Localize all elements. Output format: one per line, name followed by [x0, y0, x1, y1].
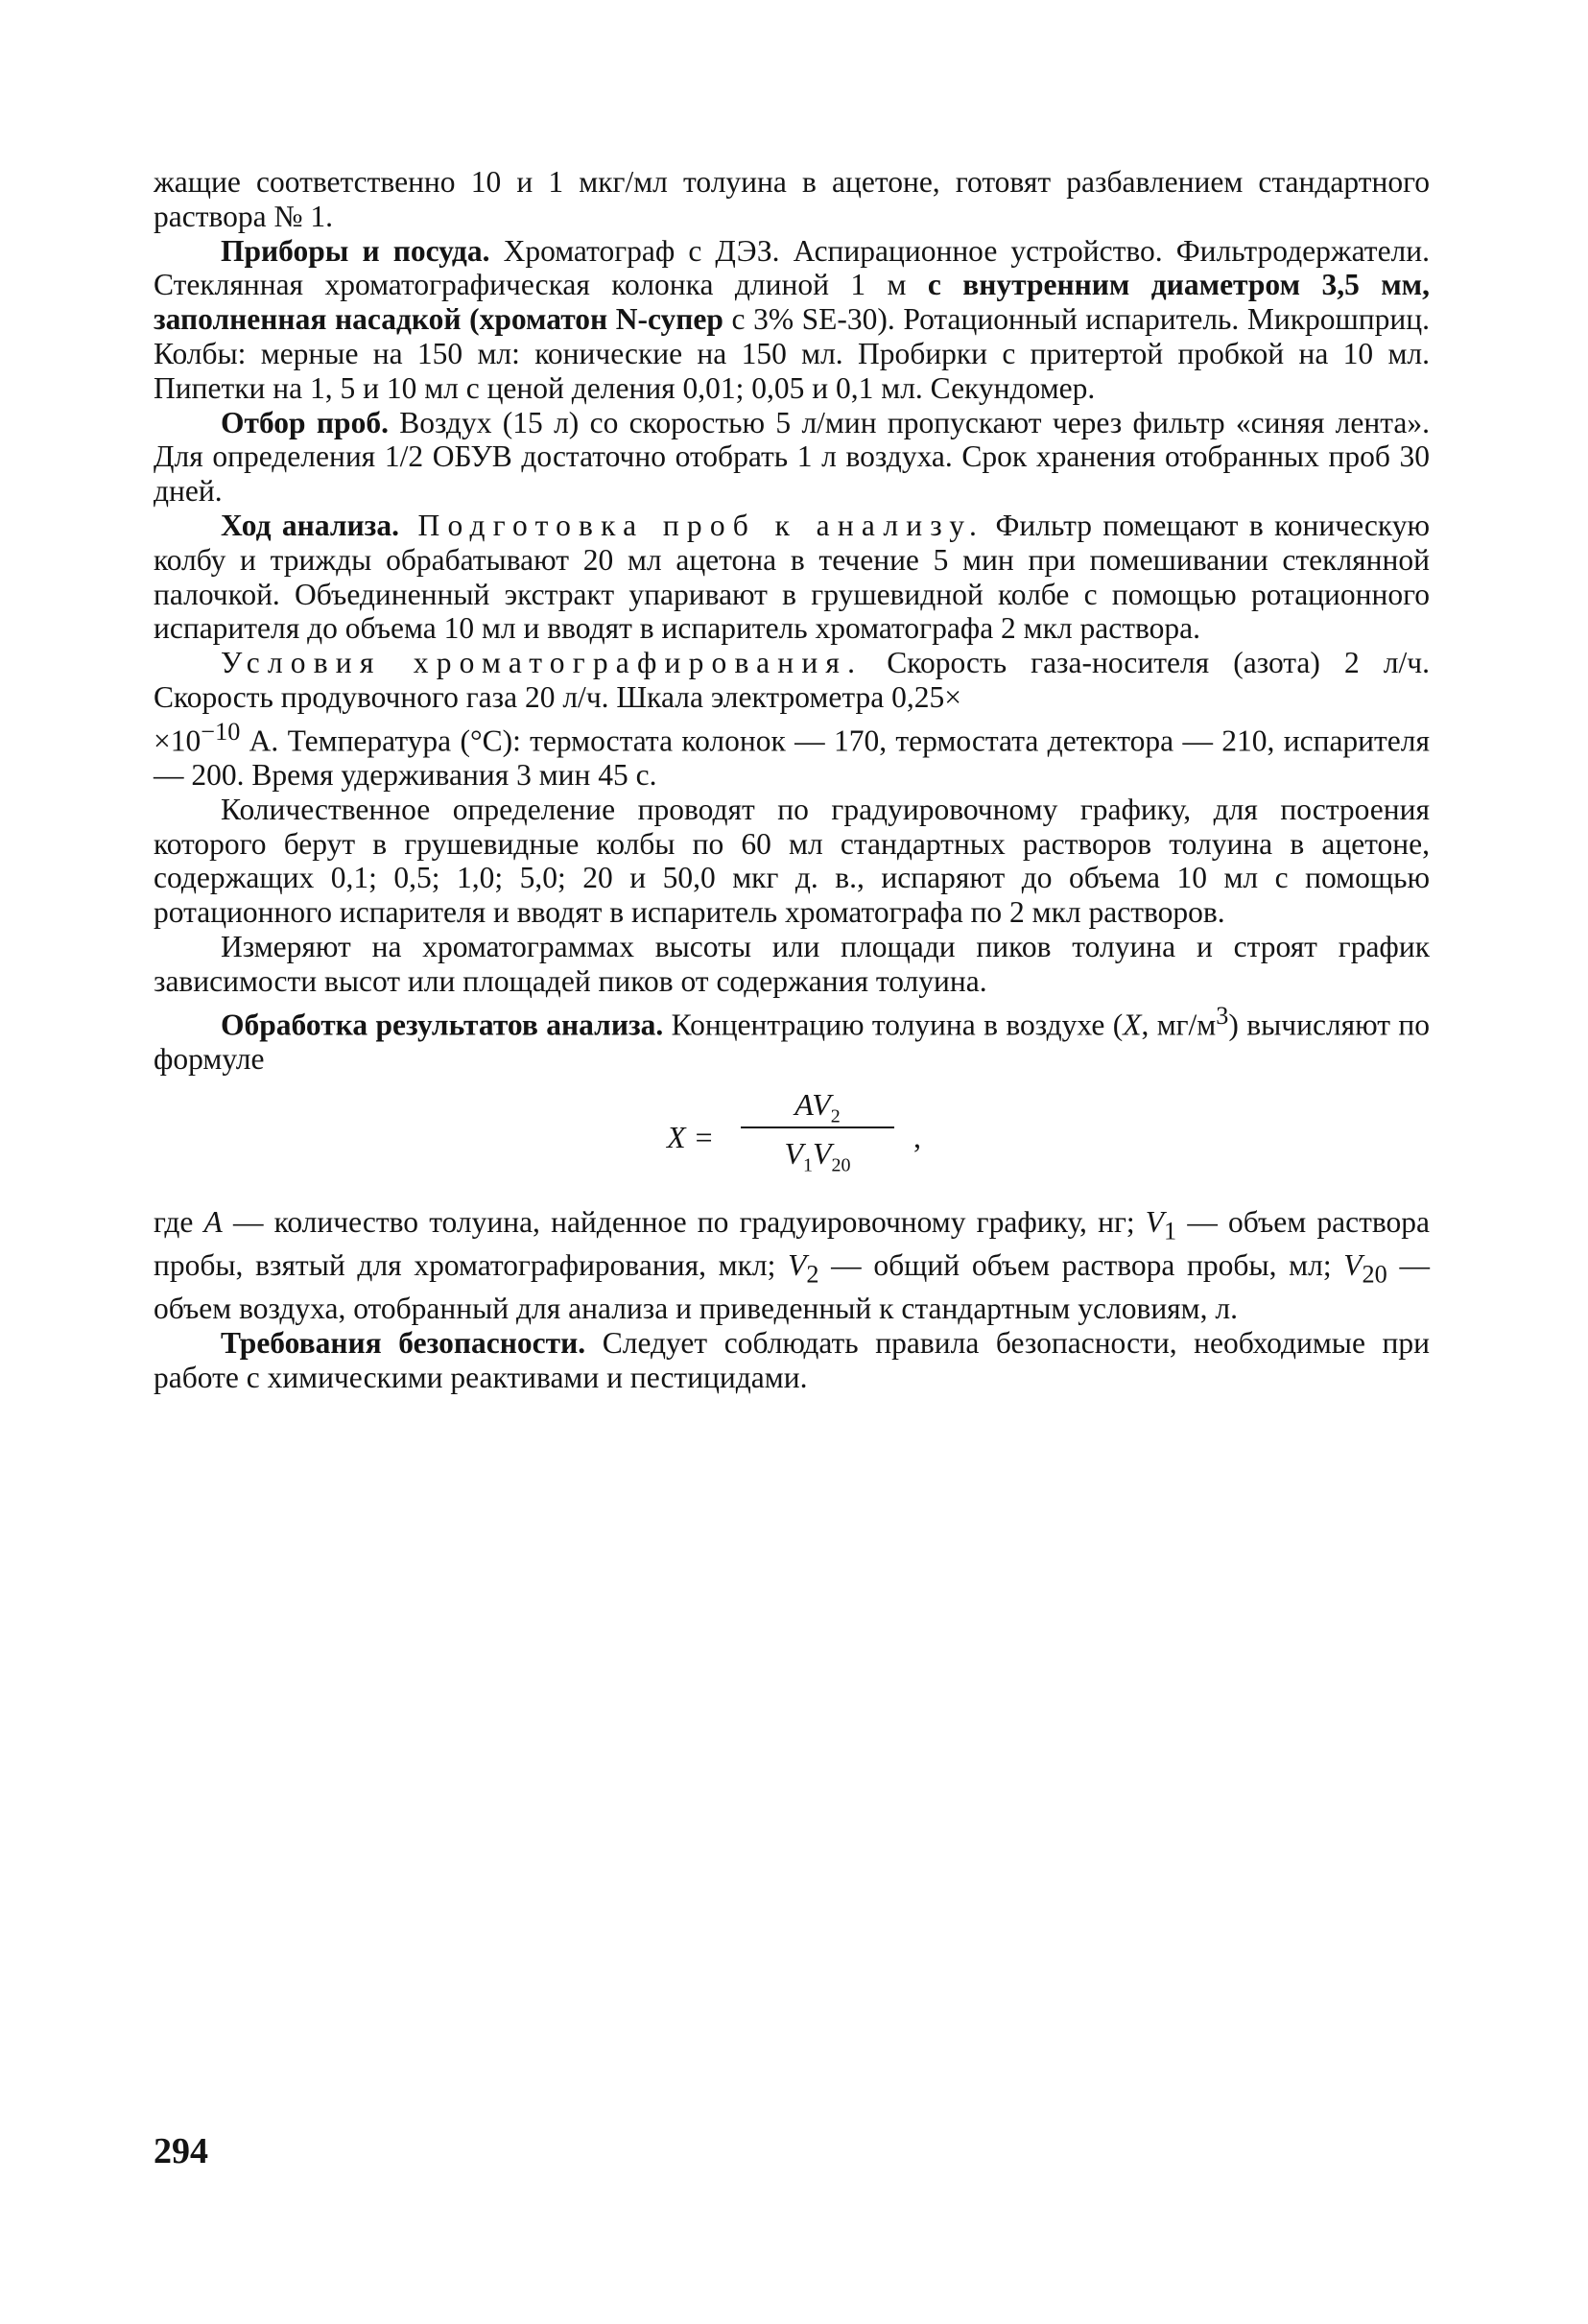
- conditions-text-a: Скорость газа-носителя (азота) 2 л/ч. Скорость продувочного газа 20 л/ч. Шкала электрометра 0,25×: [154, 646, 1430, 714]
- numerator-sub: 2: [830, 1105, 841, 1127]
- defs-var-v20-sub: 20: [1362, 1260, 1387, 1289]
- concentration-formula: [154, 1084, 1430, 1199]
- paragraph-quantification: [154, 793, 1430, 930]
- paragraph-sampling: [154, 406, 1430, 509]
- conditions-text-b: ×10: [154, 723, 201, 758]
- defs-var-v2-sub: 2: [806, 1260, 819, 1289]
- paragraph-safety: [154, 1326, 1430, 1395]
- defs-var-v1-sub: 1: [1164, 1217, 1177, 1245]
- defs-var-v1: V: [1145, 1204, 1165, 1239]
- formula-lhs: X =: [667, 1119, 715, 1154]
- sampling-fraction: 1/2: [384, 439, 424, 474]
- defs-t4: — общий объем раствора пробы, мл;: [818, 1247, 1344, 1282]
- defs-t3: — объем раствора пробы, взятый для хроматографирования, мкл;: [154, 1204, 1431, 1282]
- paragraph-variable-definitions: [154, 1205, 1430, 1326]
- conditions-exponent: −10: [201, 717, 241, 746]
- measurement-text: Измеряют на хроматограммах высоты или площади пиков толуина и строят график зависимости высот или площадей пиков от содержания толуина.: [154, 930, 1430, 998]
- defs-var-v2: V: [788, 1247, 807, 1282]
- fraction-bar: [741, 1126, 894, 1128]
- numerator-a: AV: [794, 1086, 831, 1122]
- section-heading-results: Обработка результатов анализа.: [221, 1008, 664, 1042]
- section-heading-sampling: Отбор проб.: [221, 405, 389, 439]
- denominator-b: V: [813, 1135, 832, 1171]
- defs-t5: — объем воздуха, отобранный для анализа и приведенный к стандартным условиям, л.: [154, 1247, 1431, 1325]
- quantification-text: Количественное определение проводят по градуировочному графику, для построения которого берут в грушевидные колбы по 60 мл стандартных растворов толуина в ацетоне, содержащих 0,1; 0,5; 1,0; 5,0; 20 и 50,0 мкг д. в., испаряют до объема 10 мл с помощью ротационного испарителя и вводят в испаритель хроматографа по 2 мкл растворов.: [154, 792, 1430, 930]
- paragraph-results: [154, 999, 1430, 1077]
- equipment-text-c: с 3% SE-30). Ротационный испаритель. Микрошприц. Колбы: мерные на 150 мл: конические на 150 мл. Пробирки с притертой пробкой на 10 мл. Пипетки на 1, 5 и 10 мл с ценой деления 0,01; 0,05 и 0,1 мл. Секундомер.: [154, 302, 1430, 405]
- defs-t2: — количество толуина, найденное по градуировочному графику, нг;: [222, 1204, 1146, 1239]
- section-heading-analysis: Ход анализа.: [221, 508, 399, 542]
- equipment-text-b: с внутренним диаметром 3,5 мм, заполненная насадкой (хроматон N-супер: [154, 268, 1431, 337]
- continuation-text: жащие соответственно 10 и 1 мкг/мл толуина в ацетоне, готовят разбавлением стандартного раствора № 1.: [154, 165, 1430, 233]
- paragraph-equipment: [154, 234, 1430, 406]
- paragraph-chromatography-conditions: [154, 646, 1430, 793]
- paragraph-measurement: [154, 930, 1430, 999]
- defs-var-v20: V: [1343, 1247, 1363, 1282]
- sampling-text-a: Воздух (15 л) со скоростью 5 л/мин пропускают через фильтр «синяя лента». Для определения: [154, 405, 1430, 474]
- conditions-text-c: А. Температура (°С): термостата колонок — 170, термостата детектора — 210, испарителя — 200. Время удерживания 3 мин 45 с.: [154, 723, 1430, 793]
- equipment-text-a: Хроматограф с ДЭЗ. Аспирационное устройство. Фильтродержатели. Стеклянная хроматографическая колонка длиной 1 м: [154, 233, 1430, 302]
- section-heading-safety: Требования безопасности.: [221, 1325, 586, 1360]
- results-text-b: , мг/м: [1141, 1008, 1217, 1042]
- results-text-a: Концентрацию толуина в воздухе (: [663, 1008, 1124, 1042]
- defs-t1: где: [154, 1204, 204, 1239]
- defs-var-a: A: [203, 1204, 223, 1239]
- denominator-sub1: 1: [803, 1154, 813, 1176]
- text-column: [154, 165, 1430, 1394]
- conditions-subheading-spaced: Условия хроматографирования.: [221, 646, 864, 680]
- results-variable-x: X: [1123, 1008, 1142, 1042]
- page-number: 294: [154, 2131, 208, 2171]
- sampling-text-b: ОБУВ достаточно отобрать 1 л воздуха. Срок хранения отобранных проб 30 дней.: [154, 439, 1430, 509]
- formula-denominator: [741, 1134, 894, 1176]
- results-superscript: 3: [1216, 1001, 1229, 1030]
- safety-text: Следует соблюдать правила безопасности, необходимые при работе с химическими реактивами и пестицидами.: [154, 1325, 1431, 1394]
- section-heading-equipment: Приборы и посуда.: [221, 233, 490, 268]
- analysis-text: Фильтр помещают в коническую колбу и трижды обрабатывают 20 мл ацетона в течение 5 мин при помешивании стеклянной палочкой. Объединенный экстракт упаривают в грушевидной колбе с помощью ротационного испарителя до объема 10 мл и вводят в испаритель хроматографа 2 мкл раствора.: [154, 508, 1430, 646]
- formula-numerator: [741, 1086, 894, 1127]
- denominator-sub2: 20: [831, 1154, 851, 1176]
- results-text-c: ) вычисляют по формуле: [154, 1008, 1430, 1076]
- analysis-subheading-spaced: Подготовка проб к анализу.: [398, 508, 985, 542]
- formula-fraction: [741, 1086, 894, 1176]
- paragraph-analysis: [154, 509, 1430, 646]
- denominator-a: V: [784, 1135, 803, 1171]
- paragraph-continuation: [154, 165, 1430, 234]
- formula-comma: ,: [913, 1119, 921, 1154]
